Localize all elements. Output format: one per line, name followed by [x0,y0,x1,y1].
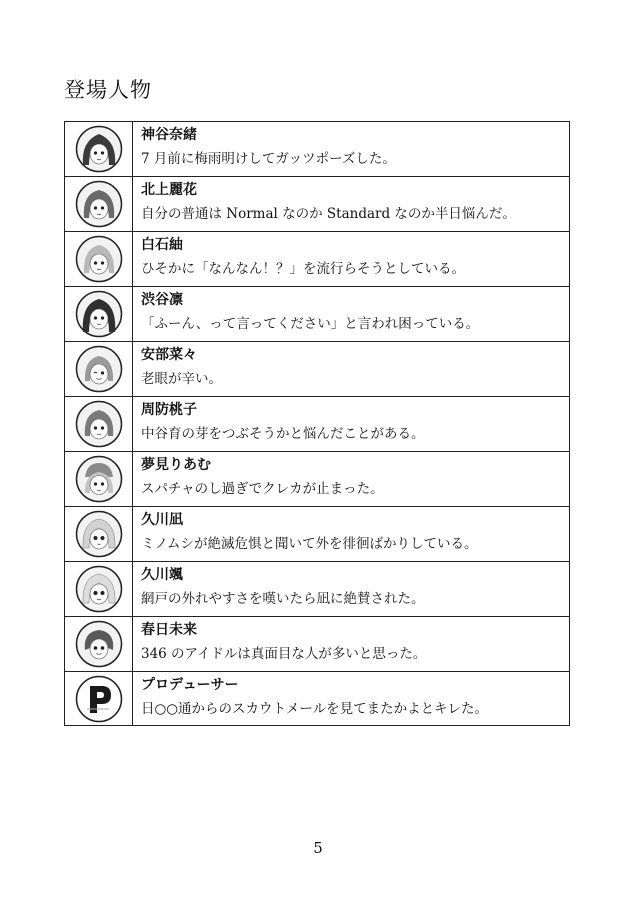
character-row [65,122,569,177]
character-description: 346 のアイドルは真面目な人が多いと思った。 [141,646,427,662]
character-name: 久川颯 [141,567,183,583]
avatar-cell [65,397,133,451]
character-description: 日○○通からのスカウトメールを見てまたかよとキレた。 [141,701,489,717]
character-row [65,342,569,397]
character-description: 老眼が辛い。 [141,371,222,387]
character-portrait-icon [75,180,123,228]
character-name: 安部菜々 [141,347,197,363]
character-description: 7 月前に梅雨明けしてガッツポーズした。 [141,151,396,167]
character-name: 周防桃子 [141,402,197,418]
character-portrait-icon [75,455,123,503]
character-row [65,672,569,725]
character-name: 春日未来 [141,622,197,638]
character-description: スパチャのし過ぎでクレカが止まった。 [141,481,384,497]
producer-logo-icon [75,675,123,723]
character-name: 白石紬 [141,237,183,253]
character-description: ミノムシが絶滅危惧と聞いて外を徘徊ばかりしている。 [141,536,478,552]
character-description: 網戸の外れやすさを嘆いたら凪に絶賛された。 [141,591,425,607]
avatar-cell [65,122,133,176]
character-portrait-icon [75,125,123,173]
avatar-cell [65,562,133,616]
character-name: プロデューサー [141,677,239,693]
character-row [65,507,569,562]
character-description: ひそかに「なんなん！？」を流行らそうとしている。 [141,261,465,277]
character-description: 自分の普通は Normal なのか Standard なのか半日悩んだ。 [141,206,516,222]
avatar-cell [65,342,133,396]
character-description: 「ふーん、って言ってください」と言われ困っている。 [141,316,480,332]
avatar-cell [65,232,133,286]
character-table [64,121,570,726]
page-title: 登場人物 [64,78,152,102]
avatar-cell [65,672,133,725]
avatar-cell [65,617,133,671]
avatar-cell [65,507,133,561]
avatar-cell [65,177,133,231]
character-row [65,232,569,287]
avatar-cell [65,452,133,506]
character-name: 渋谷凛 [141,292,183,308]
character-row [65,617,569,672]
character-portrait-icon [75,290,123,338]
character-portrait-icon [75,565,123,613]
character-portrait-icon [75,510,123,558]
character-name: 北上麗花 [141,182,197,198]
character-row [65,452,569,507]
character-row [65,562,569,617]
character-portrait-icon [75,235,123,283]
character-name: 久川凪 [141,512,183,528]
character-portrait-icon [75,345,123,393]
character-name: 夢見りあむ [141,457,211,473]
page-number: 5 [313,839,323,857]
character-row [65,287,569,342]
character-row [65,177,569,232]
character-portrait-icon [75,620,123,668]
character-description: 中谷育の芽をつぶそうかと悩んだことがある。 [141,426,425,442]
character-row [65,397,569,452]
avatar-cell [65,287,133,341]
character-name: 神谷奈緒 [141,127,197,143]
character-portrait-icon [75,400,123,448]
